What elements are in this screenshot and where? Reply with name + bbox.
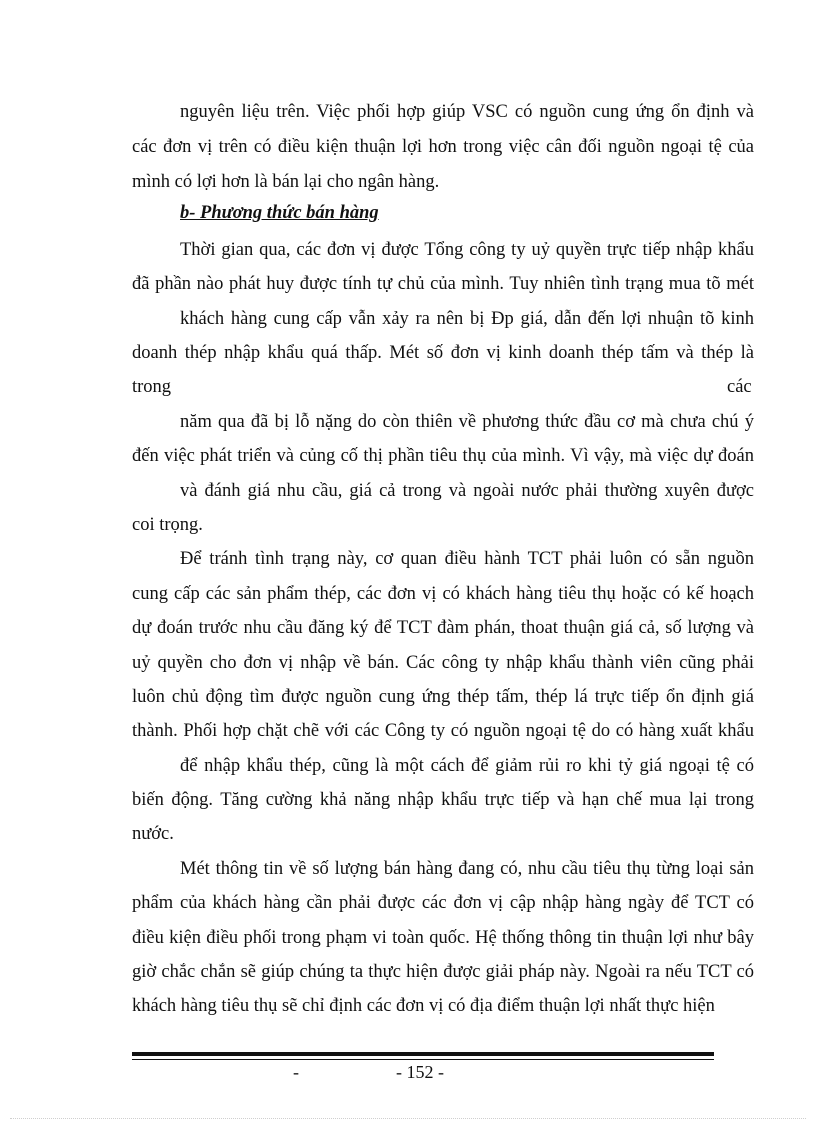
paragraph-line: khách hàng tiêu thụ sẽ chỉ định các đơn vị có địa điểm thuận lợi nhất thực hiện (132, 996, 715, 1016)
paragraph-line: Để tránh tình trạng này, cơ quan điều hành TCT phải luôn có sẵn nguồn (180, 549, 754, 569)
footer-divider-thick (132, 1052, 714, 1056)
page-number: - 152 - (396, 1062, 444, 1082)
paragraph-line: năm qua đã bị lỗ nặng do còn thiên về phương thức đầu cơ mà chưa chú ý (180, 412, 754, 432)
paragraph-line: coi trọng. (132, 515, 203, 535)
paragraph-line: biến động. Tăng cường khả năng nhập khẩu trực tiếp và hạn chế mua lại trong (132, 790, 754, 810)
paragraph-line: cung cấp các sản phẩm thép, các đơn vị có khách hàng tiêu thụ hoặc có kế hoạch (132, 584, 754, 604)
section-heading: b- Phương thức bán hàng (180, 203, 379, 223)
paragraph-line: và đánh giá nhu cầu, giá cả trong và ngoài nước phải thường xuyên được (180, 481, 754, 501)
paragraph-line: đã phần nào phát huy được tính tự chủ của mình. Tuy nhiên tình trạng mua tõ mét (132, 274, 754, 294)
paragraph-line: nguyên liệu trên. Việc phối hợp giúp VSC có nguồn cung ứng ổn định và (180, 102, 754, 122)
paragraph-line: luôn chủ động tìm được nguồn cung ứng thép tấm, thép lá trực tiếp ổn định giá (132, 687, 754, 707)
paragraph-line: Thời gian qua, các đơn vị được Tổng công ty uỷ quyền trực tiếp nhập khẩu (180, 240, 754, 260)
paragraph-line: các đơn vị trên có điều kiện thuận lợi hơn trong việc cân đối nguồn ngoại tệ của (132, 137, 754, 157)
paragraph-line: phẩm của khách hàng cần phải được các đơn vị cập nhập hàng ngày để TCT có (132, 893, 754, 913)
paragraph-line: uỷ quyền cho đơn vị nhập về bán. Các công ty nhập khẩu thành viên cũng phải (132, 653, 754, 673)
paragraph-line: đến việc phát triển và củng cố thị phần tiêu thụ của mình. Vì vậy, mà việc dự đoán (132, 446, 754, 466)
paragraph-line: thành. Phối hợp chặt chẽ với các Công ty có nguồn ngoại tệ do có hàng xuất khẩu (132, 721, 754, 741)
paragraph-line: để nhập khẩu thép, cũng là một cách để giảm rủi ro khi tỷ giá ngoại tệ có (180, 756, 754, 776)
paragraph-line: mình có lợi hơn là bán lại cho ngân hàng. (132, 172, 440, 192)
paragraph-line: doanh thép nhập khẩu quá thấp. Mét số đơn vị kinh doanh thép tấm và thép là (132, 343, 754, 363)
paragraph-line: Mét thông tin về số lượng bán hàng đang có, nhu cầu tiêu thụ từng loại sản (180, 859, 754, 879)
page-bottom-edge (10, 1118, 806, 1119)
paragraph-line: nước. (132, 824, 174, 844)
paragraph-line: trong (132, 377, 172, 397)
paragraph-line: điều kiện điều phối trong phạm vi toàn quốc. Hệ thống thông tin thuận lợi như bây (132, 928, 754, 948)
paragraph-line: các (727, 377, 752, 397)
footer-dash: - (293, 1062, 299, 1082)
footer-divider-thin (132, 1059, 714, 1060)
paragraph-line: giờ chắc chắn sẽ giúp chúng ta thực hiện được giải pháp này. Ngoài ra nếu TCT có (132, 962, 754, 982)
paragraph-line: dự đoán trước nhu cầu đăng ký để TCT đàm phán, thoat thuận giá cả, số lượng và (132, 618, 754, 638)
paragraph-line: khách hàng cung cấp vẫn xảy ra nên bị Đp giá, dẫn đến lợi nhuận tõ kinh (180, 309, 754, 329)
